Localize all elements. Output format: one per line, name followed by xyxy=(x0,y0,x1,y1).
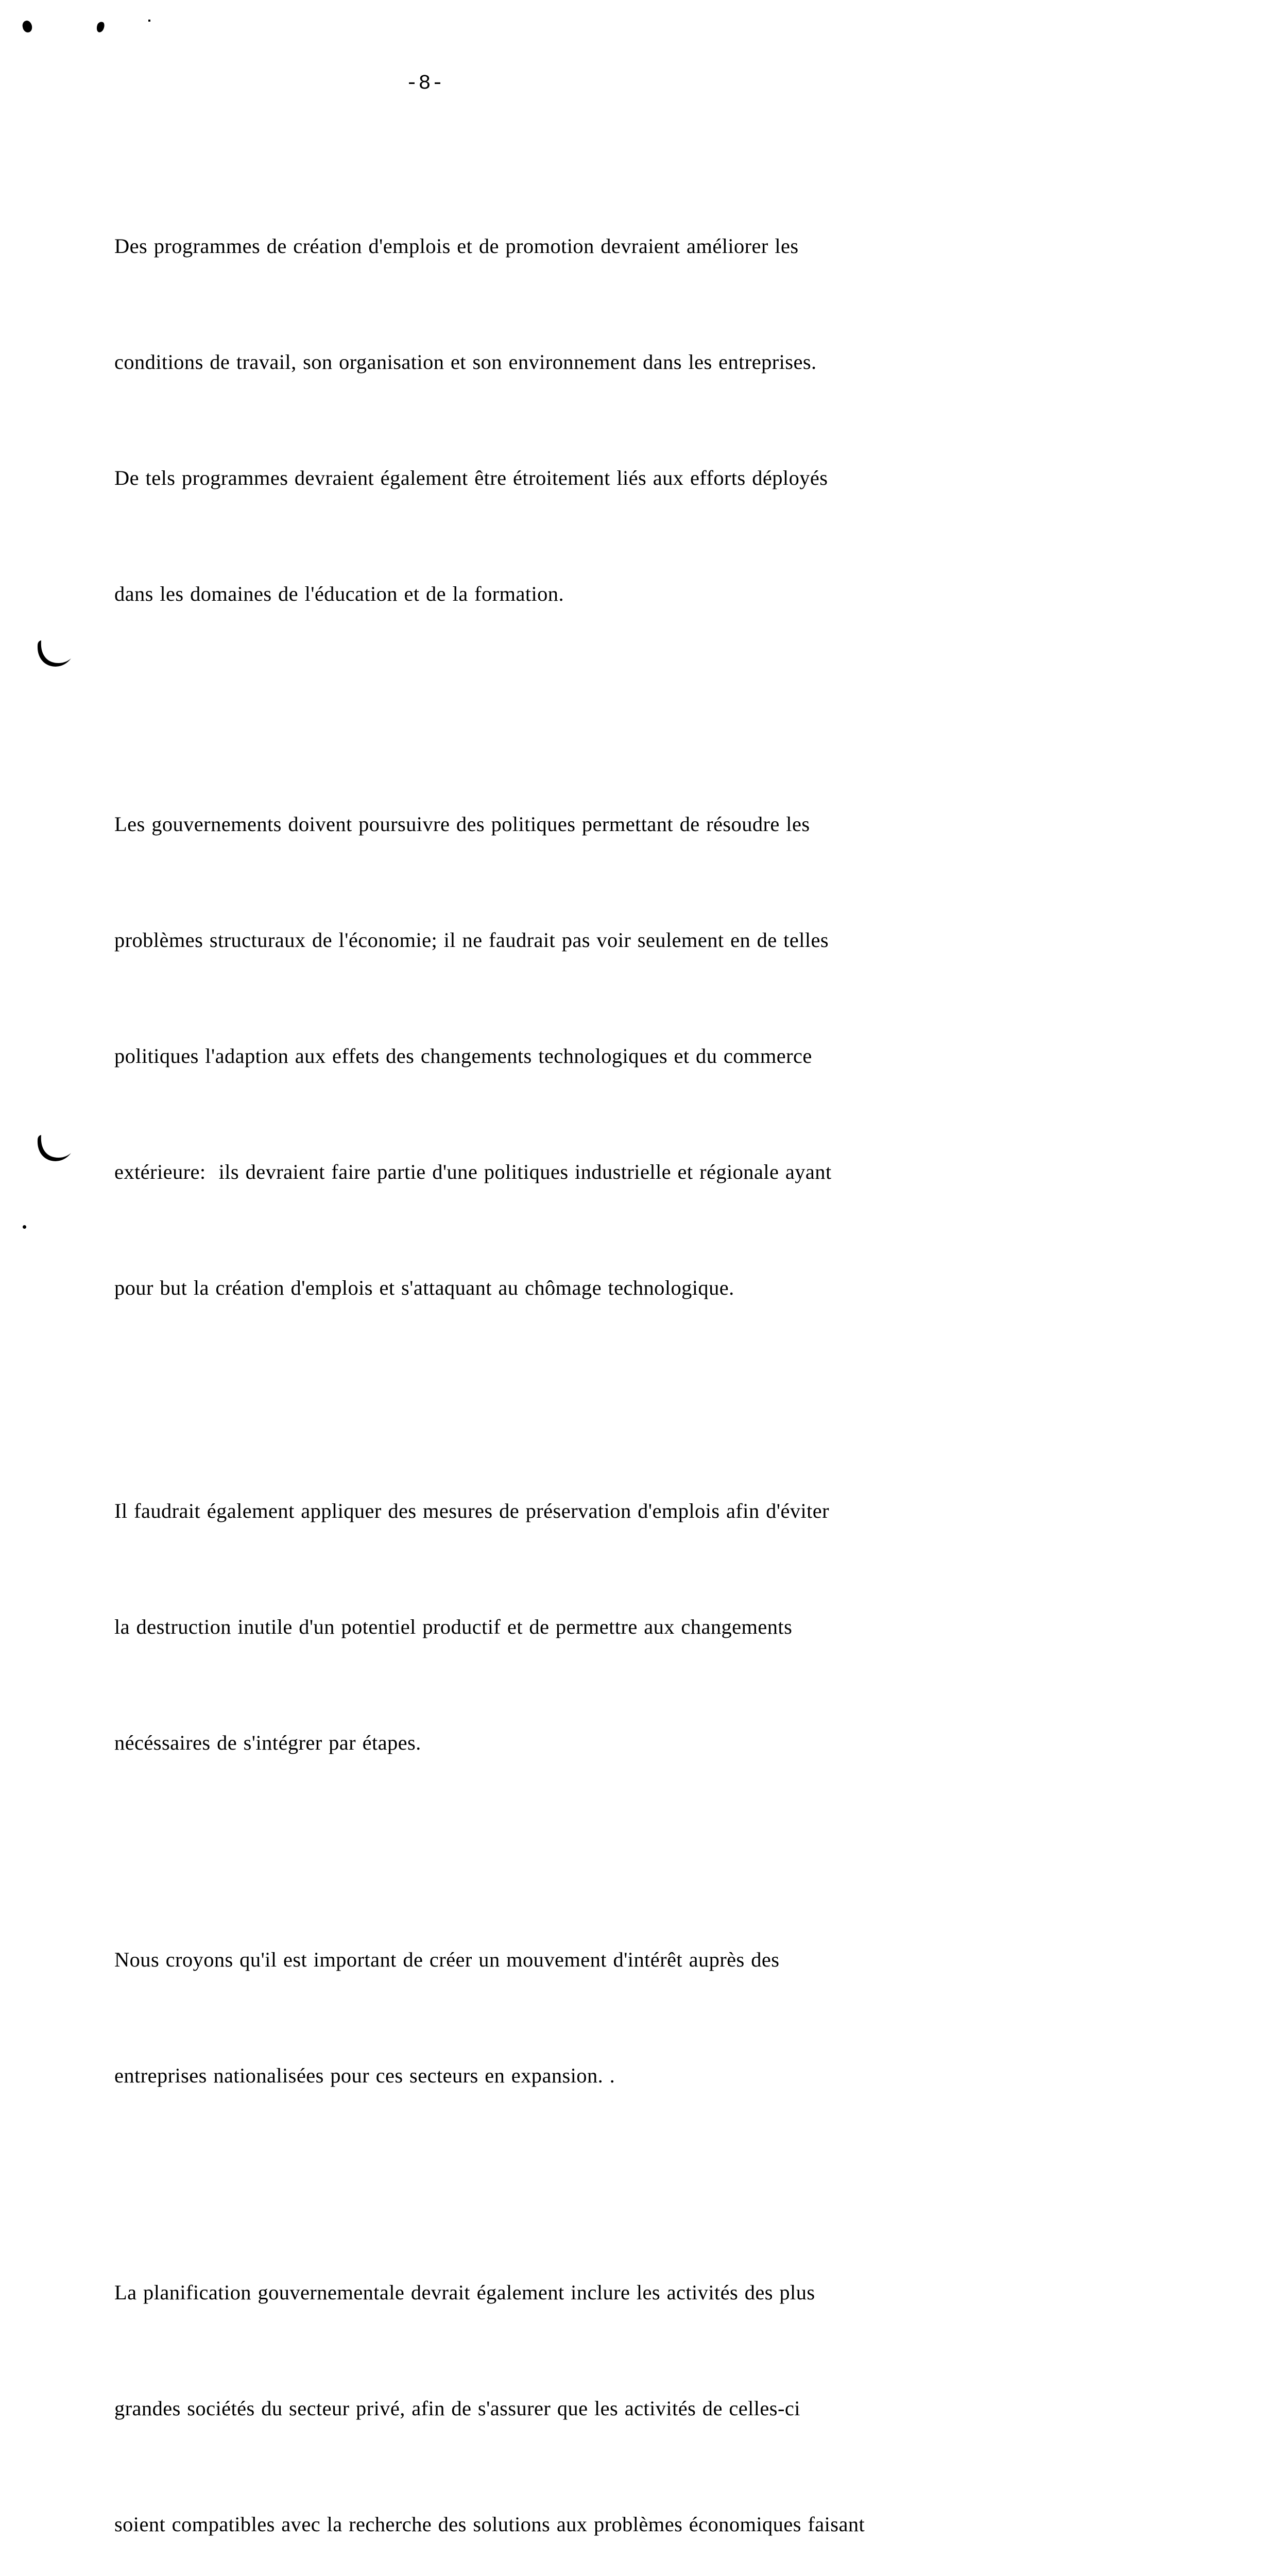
text-line: conditions de travail, son organisation et son environnement dans les entreprises. xyxy=(114,350,817,374)
text-line: grandes sociétés du secteur privé, afin de s'assurer que les activités de celles-ci xyxy=(114,2397,800,2420)
text-line: soient compatibles avec la recherche des solutions aux problèmes économiques faisant xyxy=(114,2513,865,2536)
text-line: Il faudrait également appliquer des mesures de préservation d'emplois afin d'éviter xyxy=(114,1499,830,1522)
page-number: -8- xyxy=(405,72,444,95)
paragraph xyxy=(114,1863,1139,2172)
text-line: Nous croyons qu'il est important de créer un mouvement d'intérêt auprès des xyxy=(114,1948,780,1971)
text-line: Des programmes de création d'emplois et de promotion devraient améliorer les xyxy=(114,234,799,258)
margin-annotation-crescent-icon xyxy=(32,636,78,672)
text-line: pour but la création d'emplois et s'attaquant au chômage technologique. xyxy=(114,1276,734,1299)
text-line: entreprises nationalisées pour ces secteurs en expansion. . xyxy=(114,2064,615,2087)
paragraph xyxy=(114,1414,1139,1839)
text-line: la destruction inutile d'un potentiel productif et de permettre aux changements xyxy=(114,1615,793,1638)
ink-blob-icon xyxy=(22,20,33,33)
paragraph xyxy=(114,2196,1139,2576)
text-line: politiques l'adaption aux effets des changements technologiques et du commerce xyxy=(114,1044,812,1067)
margin-annotation-crescent-icon xyxy=(32,1131,78,1167)
ink-speck-icon xyxy=(23,1225,26,1229)
text-line: problèmes structuraux de l'économie; il ne faudrait pas voir seulement en de telles xyxy=(114,928,829,952)
text-line: extérieure: ils devraient faire partie d'une politiques industrielle et régionale ayant xyxy=(114,1160,832,1183)
text-line: Les gouvernements doivent poursuivre des politiques permettant de résoudre les xyxy=(114,812,810,836)
ink-blob-icon xyxy=(95,21,106,33)
text-line: nécéssaires de s'intégrer par étapes. xyxy=(114,1731,421,1754)
paragraph xyxy=(114,149,1139,690)
paragraph xyxy=(114,727,1139,1384)
document-body xyxy=(114,149,1139,2576)
text-line: dans les domaines de l'éducation et de la formation. xyxy=(114,582,564,605)
text-line: De tels programmes devraient également être étroitement liés aux efforts déployés xyxy=(114,466,828,489)
text-line: La planification gouvernementale devrait également inclure les activités des plus xyxy=(114,2281,815,2304)
ink-speck-icon xyxy=(148,20,150,22)
